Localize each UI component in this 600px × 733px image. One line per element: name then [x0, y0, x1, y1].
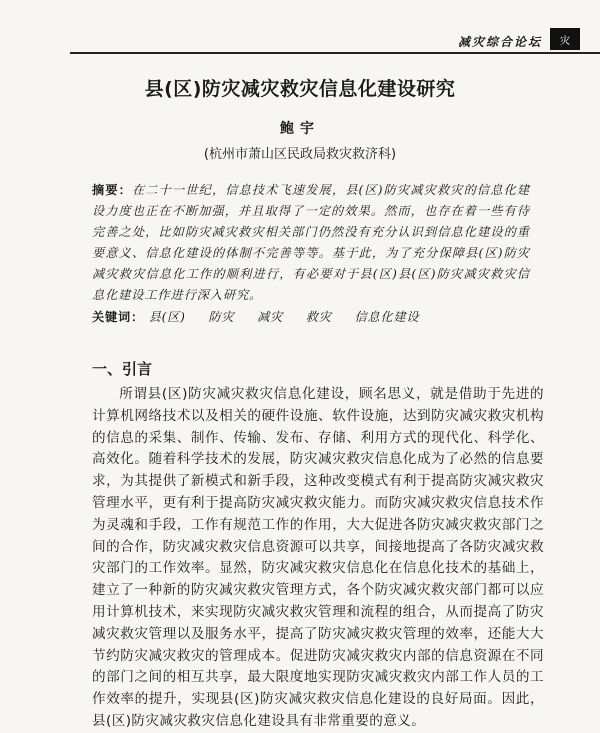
- keywords-label: 关键词：: [92, 310, 144, 324]
- abstract: [92, 180, 530, 306]
- journal-logo-text: 灾: [560, 35, 570, 47]
- section-heading: 一、引言: [92, 360, 153, 378]
- keyword: 县(区): [148, 310, 186, 324]
- journal-header-title: 减灾综合论坛: [457, 35, 542, 49]
- header-rule: [70, 52, 600, 54]
- keyword: 救灾: [305, 310, 332, 324]
- journal-logo-icon: [550, 28, 580, 50]
- paper-title: 县(区)防灾减灾救灾信息化建设研究: [144, 78, 456, 100]
- keyword: 减灾: [257, 310, 284, 324]
- keyword: 防灾: [208, 310, 235, 324]
- body-paragraph: 所谓县(区)防灾减灾救灾信息化建设，顾名思义，就是借助于先进的计算机网络技术以及相关的硬件设施、软件设施，达到防灾减灾救灾机构的信息的采集、制作、传输、发布、存储、利用方式的现代化、科学化、高效化。随着科学技术的发展，防灾减灾救灾信息化成为了必然的信息要求，为其提供了新模式和新手段，这种改变模式有利于提高防灾减灾救灾管理水平，更有利于提高防灾减灾救灾能力。而防灾减灾救灾信息技术作为灵魂和手段，工作有规范工作的作用，大大促进各防灾减灾救灾部门之间的合作，防灾减灾救灾信息资源可以共享，间接地提高了各防灾减灾救灾部门的工作效率。显然，防灾减灾救灾信息化在信息化技术的基础上，建立了一种新的防灾减灾救灾管理方式，各个防灾减灾救灾部门都可以应用计算机技术，来实现防灾减灾救灾管理和流程的组合，从而提高了防灾减灾救灾管理以及服务水平，提高了防灾减灾救灾管理的效率，还能大大节约防灾减灾救灾的管理成本。促进防灾减灾救灾内部的信息资源在不同的部门之间的相互共享，最大限度地实现防灾减灾救灾内部工作人员的工作效率的提升，实现县(区)防灾减灾救灾信息化建设的良好局面。因此，县(区)防灾减灾救灾信息化建设具有非常重要的意义。: [92, 386, 544, 729]
- keyword: 信息化建设: [354, 310, 420, 324]
- abstract-text: 在二十一世纪，信息技术飞速发展，县(区)防灾减灾救灾的信息化建设力度也正在不断加强，并且取得了一定的效果。然而，也存在着一些有待完善之处，比如防灾减灾救灾相关部门仍然没有充分认识到信息化建设的重要意义、信息化建设的体制不完善等等。基于此，为了充分保障县(区)防灾减灾救灾信息化工作的顺利进行，有必要对于县(区)县(区)防灾减灾救灾信息化建设工作进行深入研究。: [92, 183, 530, 302]
- abstract-label: 摘要：: [92, 183, 132, 197]
- keywords: [92, 308, 540, 325]
- author-name: 鲍宇: [280, 121, 320, 137]
- author-affiliation: (杭州市萧山区民政局救灾救济科): [203, 147, 397, 162]
